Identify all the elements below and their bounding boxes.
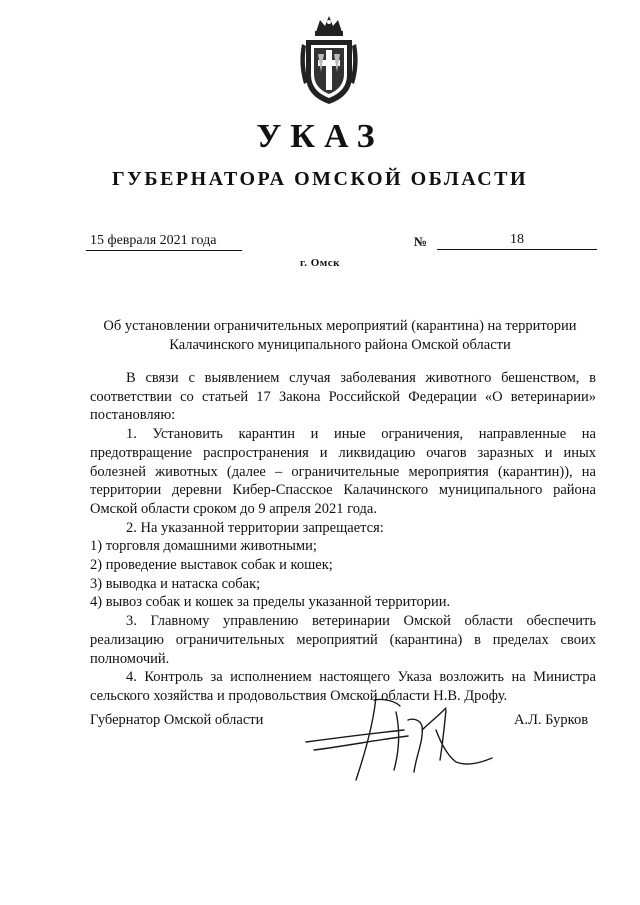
document-title: Об установлении ограничительных мероприятий (карантина) на территории Калачинского муниципального района Омской области [103,318,577,353]
clause-2-subitem: 1) торговля домашними животными; [90,538,317,555]
document-body [90,369,596,706]
document-number: 18 [437,231,597,250]
signatory-position: Губернатор Омской области [90,712,264,728]
clause-4: 4. Контроль за исполнением настоящего Указа возложить на Министра сельского хозяйства и продовольствия Омской области Н.В. Дрофу. [90,669,596,704]
document-date: 15 февраля 2021 года [86,232,242,251]
clause-2-subitem: 3) выводка и натаска собак; [90,575,261,592]
document-type-title: УКАЗ [256,118,384,155]
document-place: г. Омск [299,257,341,269]
number-sign: № [414,234,428,249]
clause-2-subitem: 4) вывоз собак и кошек за пределы указанной территории. [90,594,451,611]
clause-2-subitem: 2) проведение выставок собак и кошек; [90,557,333,574]
signatory-name: А.Л. Бурков [514,712,589,728]
issuer-title: ГУБЕРНАТОРА ОМСКОЙ ОБЛАСТИ [111,168,529,190]
handwritten-signature-icon [296,690,496,785]
clause-1: 1. Установить карантин и иные ограничения, направленные на предотвращение распространения и ликвидацию очагов заразных и иных болезней животных (далее – ограничительные мероприятия (карантин)), на территории деревни Кибер-Спасское Калачинского муниципального района Омской области сроком до 9 апреля 2021 года. [90,426,596,517]
omsk-coat-of-arms-icon [298,14,360,106]
clause-3: 3. Главному управлению ветеринарии Омской области обеспечить реализацию ограничительных мероприятий (карантина) в пределах своих полномочий. [90,613,596,667]
preamble-paragraph: В связи с выявлением случая заболевания животного бешенством, в соответствии со статьей 17 Закона Российской Федерации «О ветеринарии» постановляю: [90,370,596,424]
clause-2: 2. На указанной территории запрещается: [126,519,384,536]
